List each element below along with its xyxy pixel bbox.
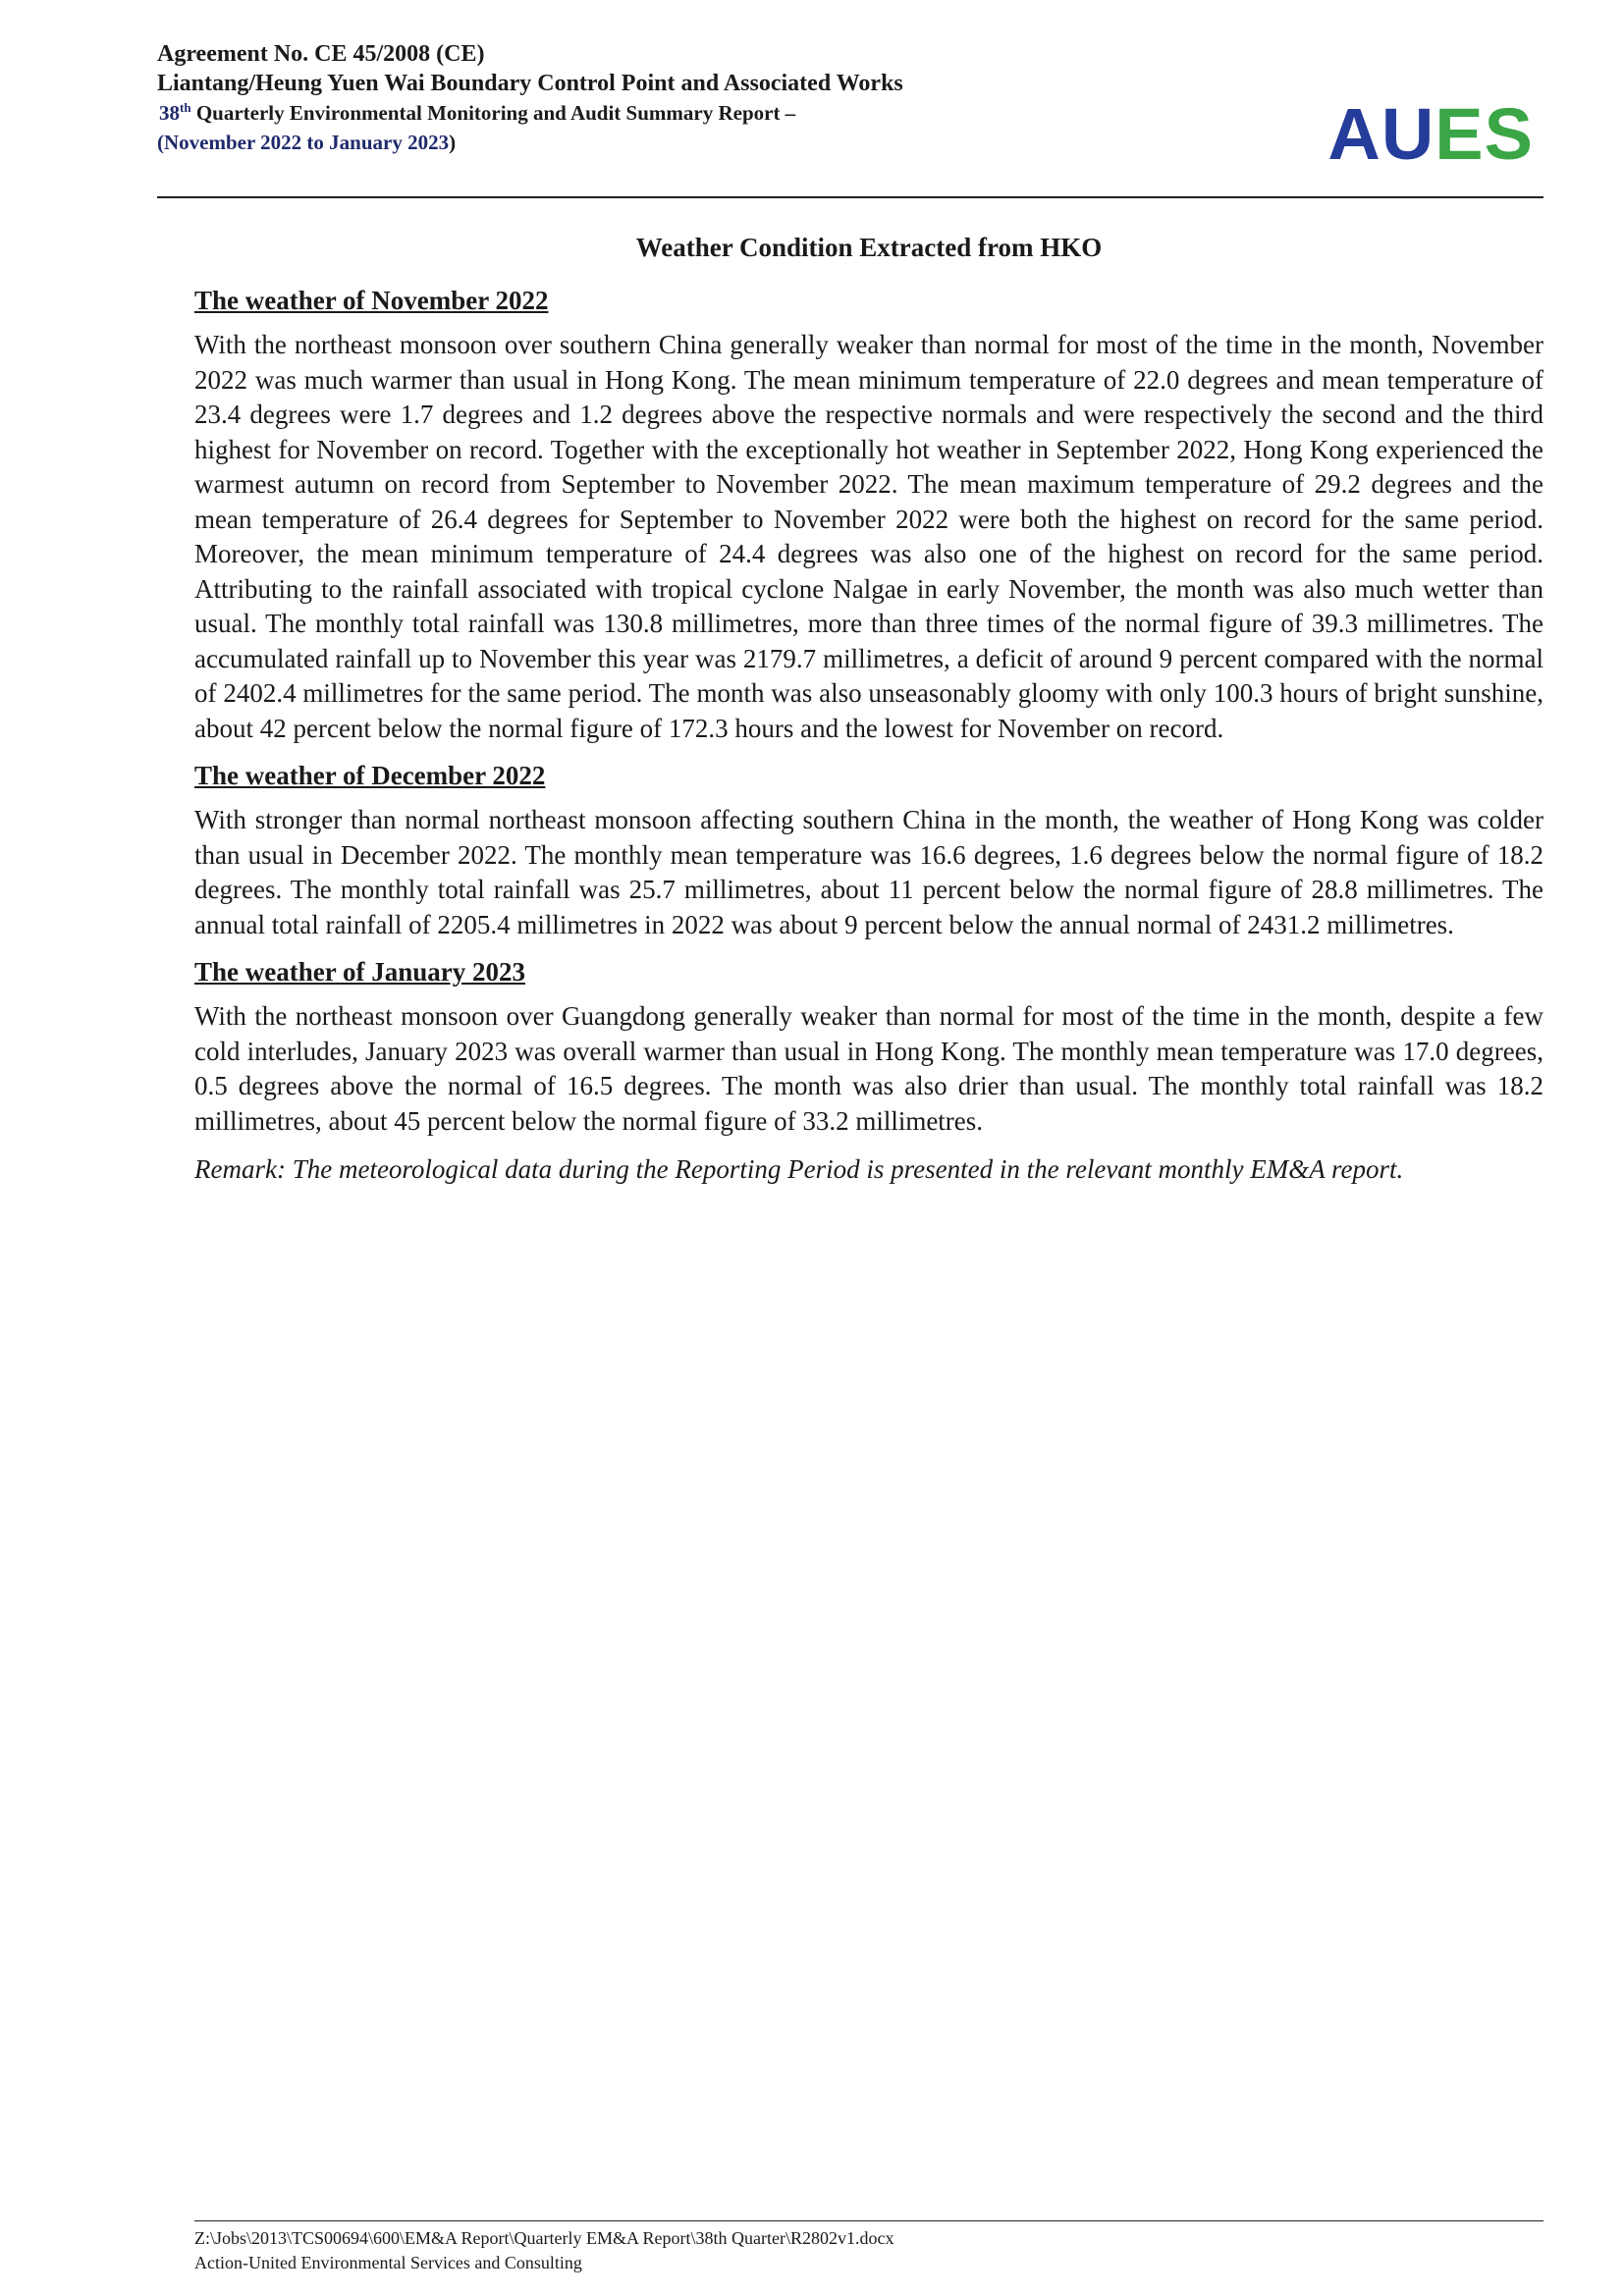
report-period: November 2022 to January 2023 <box>164 131 450 154</box>
agreement-number: Agreement No. CE 45/2008 (CE) <box>157 41 485 67</box>
period-open-paren: ( <box>157 131 164 154</box>
aues-logo <box>1327 93 1534 175</box>
section-body-december: With stronger than normal northeast monsoon affecting southern China in the month, the weather of Hong Kong was colder than usual in December 2022. The monthly mean temperature was 16.6 degrees, 1.6 degrees below the normal figure of 18.2 degrees. The monthly total rainfall was 25.7 millimetres, about 11 percent below the normal figure of 28.8 millimetres. The annual total rainfall of 2205.4 millimetres in 2022 was about 9 percent below the annual normal of 2431.2 millimetres. <box>194 805 1543 939</box>
remark-note: Remark: The meteorological data during the Reporting Period is presented in the relevant monthly EM&A report. <box>194 1154 1404 1184</box>
page-title: Weather Condition Extracted from HKO <box>635 233 1103 262</box>
document-body <box>194 228 1543 1188</box>
section-body-january: With the northeast monsoon over Guangdong generally weaker than normal for most of the time in the month, despite a few cold interludes, January 2023 was overall warmer than usual in Hong Kong. The monthly mean temperature was 17.0 degrees, 0.5 degrees above the normal of 16.5 degrees. The month was also drier than usual. The monthly total rainfall was 18.2 millimetres, about 45 percent below the normal figure of 33.2 millimetres. <box>194 1001 1543 1136</box>
logo-part-au: AU <box>1327 93 1435 175</box>
report-number-suffix: th <box>180 100 191 115</box>
footer-company: Action-United Environmental Services and Consulting <box>194 2253 582 2272</box>
section-heading-november: The weather of November 2022 <box>194 286 549 315</box>
section-body-november: With the northeast monsoon over southern China generally weaker than normal for most of the time in the month, November 2022 was much warmer than usual in Hong Kong. The mean minimum temperature of 22.0 degrees and mean temperature of 23.4 degrees were 1.7 degrees and 1.2 degrees above the respective normals and were respectively the second and the third highest for November on record. Together with the exceptionally hot weather in September 2022, Hong Kong experienced the warmest autumn on record from September to November 2022. The mean maximum temperature of 29.2 degrees and the mean temperature of 26.4 degrees for September to November 2022 were both the highest on record for the same period. Moreover, the mean minimum temperature of 24.4 degrees was also one of the highest on record for the same period. Attributing to the rainfall associated with tropical cyclone Nalgae in early November, the month was also much wetter than usual. The monthly total rainfall was 130.8 millimetres, more than three times of the normal figure of 39.3 millimetres. The accumulated rainfall up to November this year was 2179.7 millimetres, a deficit of around 9 percent compared with the normal of 2402.4 millimetres for the same period. The month was also unseasonably gloomy with only 100.3 hours of bright sunshine, about 42 percent below the normal figure of 172.3 hours and the lowest for November on record. <box>194 330 1543 743</box>
section-heading-december: The weather of December 2022 <box>194 761 546 790</box>
section-heading-january: The weather of January 2023 <box>194 957 525 987</box>
report-period-line <box>157 128 903 157</box>
logo-part-es: ES <box>1435 93 1534 175</box>
report-number: 38 <box>159 101 180 125</box>
footer-divider <box>194 2220 1543 2221</box>
header-divider <box>157 196 1543 198</box>
footer-file-path: Z:\Jobs\2013\TCS00694\600\EM&A Report\Quarterly EM&A Report\38th Quarter\R2802v1.docx <box>194 2228 894 2248</box>
period-close-paren: ) <box>449 131 457 154</box>
project-name: Liantang/Heung Yuen Wai Boundary Control Point and Associated Works <box>157 71 903 96</box>
report-title-line <box>157 98 903 128</box>
page-footer <box>194 2226 1543 2275</box>
header-text-block <box>157 39 903 157</box>
report-title: Quarterly Environmental Monitoring and Audit Summary Report – <box>195 101 796 125</box>
